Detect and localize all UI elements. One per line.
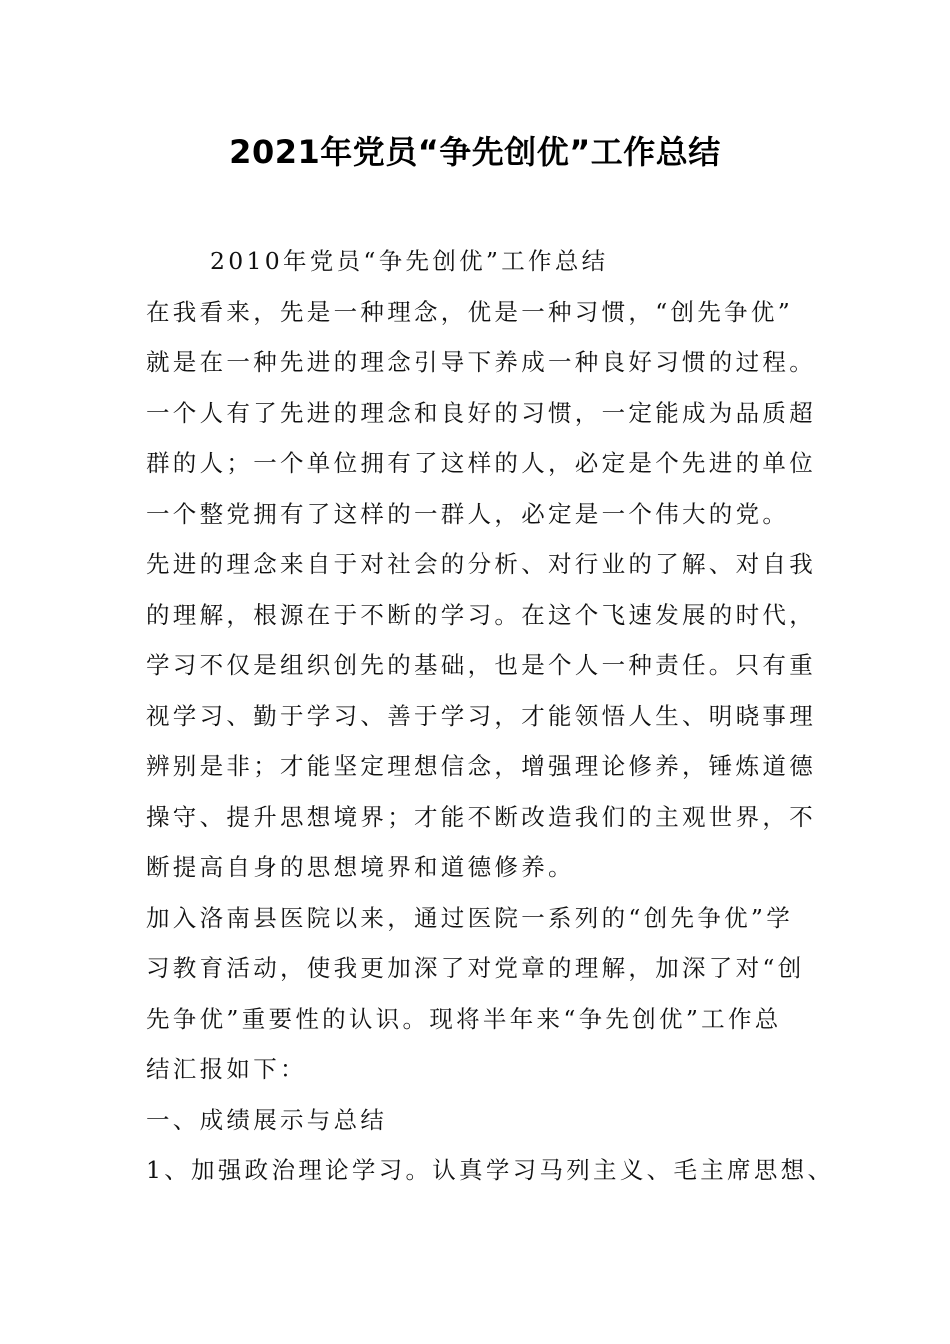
- text-line: 习教育活动，使我更加深了对党章的理解，加深了对“创: [146, 954, 805, 982]
- text-line: 1、加强政治理论学习。认真学习马列主义、毛主席思想、: [146, 1156, 835, 1184]
- text-line: 先进的理念来自于对社会的分析、对行业的了解、对自我: [146, 550, 816, 578]
- text-line: 断提高自身的思想境界和道德修养。: [146, 853, 575, 881]
- text-line: 学习不仅是组织创先的基础，也是个人一种责任。只有重: [146, 651, 816, 679]
- subtitle-line: 2010年党员“争先创优”工作总结: [210, 247, 609, 275]
- document-title: 2021年党员“争先创优”工作总结: [229, 133, 721, 171]
- text-line: 辨别是非；才能坚定理想信念，增强理论修养，锤炼道德: [146, 752, 816, 780]
- text-line: 先争优”重要性的认识。现将半年来“争先创优”工作总: [146, 1004, 782, 1033]
- text-line: 视学习、勤于学习、善于学习，才能领悟人生、明晓事理: [146, 701, 816, 730]
- section-heading: 一、成绩展示与总结: [146, 1105, 388, 1134]
- text-line: 群的人；一个单位拥有了这样的人，必定是个先进的单位: [146, 449, 816, 477]
- text-line: 结汇报如下：: [146, 1055, 307, 1083]
- text-line: 就是在一种先进的理念引导下养成一种良好习惯的过程。: [146, 348, 816, 376]
- text-line: 加入洛南县医院以来，通过医院一系列的“创先争优”学: [146, 903, 794, 932]
- text-line: 一个整党拥有了这样的一群人，必定是一个伟大的党。: [146, 499, 790, 528]
- text-line: 在我看来，先是一种理念，优是一种习惯，“创先争优”: [146, 297, 794, 326]
- text-line: 的理解，根源在于不断的学习。在这个飞速发展的时代，: [146, 600, 816, 629]
- text-line: 操守、提升思想境界；才能不断改造我们的主观世界，不: [146, 802, 816, 831]
- document-body: [146, 236, 835, 1196]
- text-line: 一个人有了先进的理念和良好的习惯，一定能成为品质超: [146, 398, 816, 427]
